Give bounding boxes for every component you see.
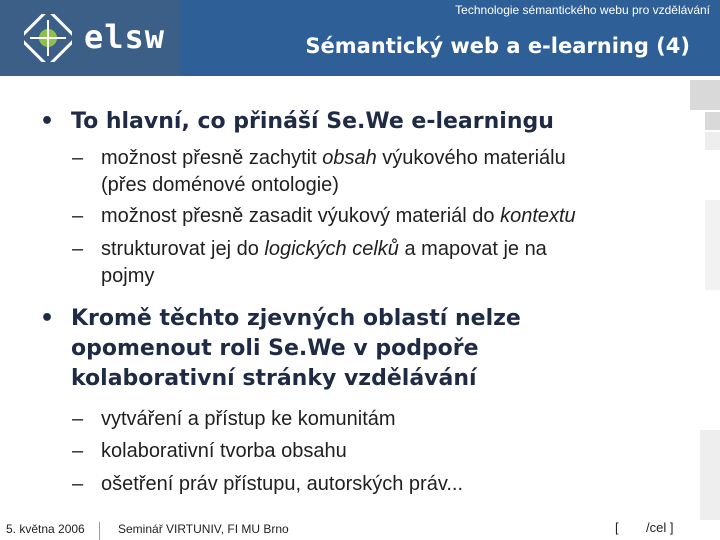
main-bullet-2 <box>40 304 640 394</box>
sub-bullet-text: kolaborativní tvorba obsahu <box>101 440 347 462</box>
sub-bullet <box>72 438 347 465</box>
sub-bullet <box>72 406 396 433</box>
slide-title: Sémantický web a e-learning (4) <box>305 34 690 58</box>
footer-date: 5. května 2006 <box>0 522 100 540</box>
decorative-square <box>705 132 720 150</box>
series-title: Technologie sémantického webu pro vzdělávání <box>455 3 710 17</box>
sub-bullet-text: možnost přesně zachytit obsah výukového materiálu (přes doménové ontologie) <box>101 147 566 196</box>
bullet-marker: • <box>40 109 55 134</box>
decorative-square <box>705 112 720 130</box>
sub-bullet-text: ošetření práv přístupu, autorských práv... <box>101 473 464 495</box>
slide-header <box>0 0 720 76</box>
bullet-text: To hlavní, co přináší Se.We e-learningu <box>71 109 554 134</box>
sub-bullet <box>72 145 566 199</box>
slide-footer <box>0 516 700 540</box>
logo-area <box>0 0 180 76</box>
footer-seminar: Seminář VIRTUNIV, FI MU Brno <box>118 522 289 536</box>
dash-marker: – <box>72 238 84 260</box>
decorative-square <box>705 200 720 290</box>
elsw-logo-icon <box>24 14 72 62</box>
dash-marker: – <box>72 440 84 462</box>
bullet-marker: • <box>40 306 55 331</box>
sub-bullet-text: vytváření a přístup ke komunitám <box>101 408 396 430</box>
sub-bullet-text: možnost přesně zasadit výukový materiál do kontextu <box>101 205 576 227</box>
sub-bullet <box>72 236 547 290</box>
decorative-square <box>690 80 720 110</box>
sub-bullet <box>72 203 576 230</box>
sub-bullet-text: strukturovat jej do logických celků a mapovat je na pojmy <box>101 238 547 287</box>
dash-marker: – <box>72 205 84 227</box>
main-bullet-1 <box>40 107 680 137</box>
decorative-square <box>700 430 720 520</box>
logo-text: elsw <box>84 18 166 56</box>
dash-marker: – <box>72 408 84 430</box>
footer-page-number: [ <box>615 520 619 535</box>
sub-bullet <box>72 471 463 498</box>
dash-marker: – <box>72 473 84 495</box>
footer-page-total: /cel ] <box>646 520 674 535</box>
dash-marker: – <box>72 147 84 169</box>
bullet-text: Kromě těchto zjevných oblastí nelze opomenout roli Se.We v podpoře kolaborativní stránky vzdělávání <box>71 306 521 391</box>
